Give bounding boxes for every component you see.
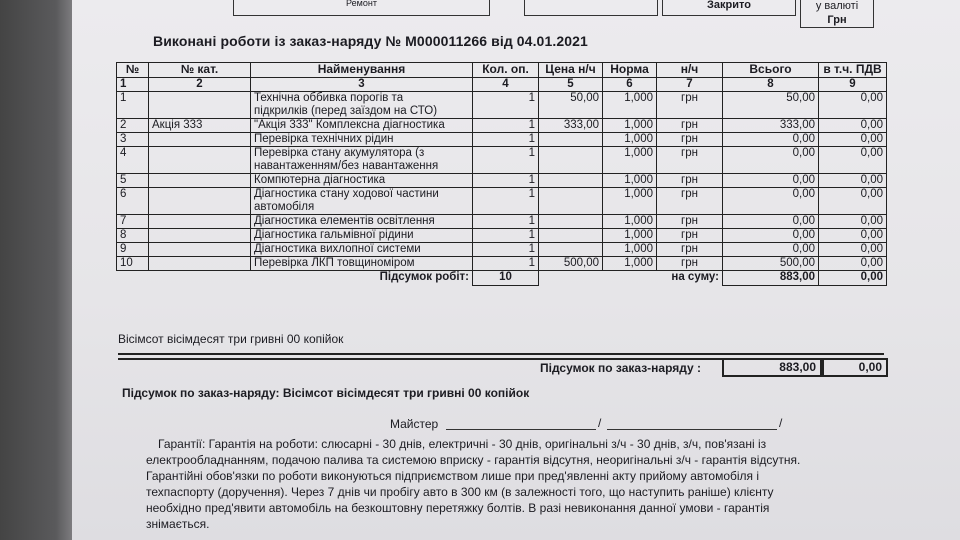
row-price: 50,00 <box>539 92 603 119</box>
row-vat: 0,00 <box>819 215 887 229</box>
row-quantity: 1 <box>473 147 539 174</box>
row-number: 8 <box>117 229 149 243</box>
guarantee-line: необхідно пред'явити автомобіль на безкоштовну перетяжку болтів. В разі невиконання данної умови - гарантія <box>146 501 770 515</box>
row-price <box>539 133 603 147</box>
row-total: 333,00 <box>723 119 819 133</box>
row-norm: 1,000 <box>603 133 657 147</box>
closed-box <box>662 0 796 16</box>
row-total: 0,00 <box>723 147 819 174</box>
header-cell: № кат. <box>149 63 251 78</box>
currency-value: Грн <box>827 14 847 26</box>
works-summary-row <box>117 271 887 286</box>
col-number: 7 <box>657 78 723 92</box>
table-body <box>117 92 887 271</box>
row-vat: 0,00 <box>819 147 887 174</box>
header-cell: Найменування <box>251 63 473 78</box>
row-number: 9 <box>117 243 149 257</box>
row-vat: 0,00 <box>819 174 887 188</box>
row-quantity: 1 <box>473 133 539 147</box>
row-unit: грн <box>657 119 723 133</box>
row-catalog <box>149 215 251 229</box>
sum-label: на суму: <box>671 271 719 283</box>
row-vat: 0,00 <box>819 243 887 257</box>
column-number-row <box>117 78 887 92</box>
row-number: 2 <box>117 119 149 133</box>
sum-total: 883,00 <box>723 271 819 286</box>
master-label: Майстер <box>390 417 439 431</box>
signature-slash: / <box>598 416 602 430</box>
row-total: 50,00 <box>723 92 819 119</box>
row-norm: 1,000 <box>603 188 657 215</box>
row-vat: 0,00 <box>819 119 887 133</box>
row-price <box>539 243 603 257</box>
works-count: 10 <box>473 271 539 286</box>
header-cell: № <box>117 63 149 78</box>
row-name <box>251 188 473 215</box>
row-number: 7 <box>117 215 149 229</box>
order-total-vat: 0,00 <box>822 358 888 377</box>
currency-label: у валюті <box>815 0 859 12</box>
row-unit: грн <box>657 92 723 119</box>
row-catalog <box>149 147 251 174</box>
row-name <box>251 133 473 147</box>
header-cell: Всього <box>723 63 819 78</box>
row-catalog <box>149 243 251 257</box>
row-catalog <box>149 92 251 119</box>
row-norm: 1,000 <box>603 174 657 188</box>
header-cell: Норма <box>603 63 657 78</box>
row-norm: 1,000 <box>603 257 657 271</box>
order-total-label: Підсумок по заказ-наряду : <box>540 361 702 375</box>
row-vat: 0,00 <box>819 133 887 147</box>
row-norm: 1,000 <box>603 119 657 133</box>
row-name-line: автомобіля <box>254 201 315 213</box>
row-unit: грн <box>657 147 723 174</box>
row-catalog <box>149 229 251 243</box>
row-name <box>251 174 473 188</box>
row-name <box>251 92 473 119</box>
guarantee-line: електрообладнанням, подачою палива та системою вприску - гарантія відсутня, неоригінальні з/ч - гарантія відсутня. <box>146 453 801 467</box>
row-price <box>539 229 603 243</box>
order-total-value: 883,00 <box>722 358 822 377</box>
row-total: 0,00 <box>723 133 819 147</box>
row-total: 0,00 <box>723 215 819 229</box>
repair-box <box>233 0 490 16</box>
col-number: 4 <box>473 78 539 92</box>
row-number: 3 <box>117 133 149 147</box>
header-cell: н/ч <box>657 63 723 78</box>
row-quantity: 1 <box>473 119 539 133</box>
row-number: 6 <box>117 188 149 215</box>
row-quantity: 1 <box>473 188 539 215</box>
row-price <box>539 215 603 229</box>
row-name-line: Діагностика вихлопної системи <box>254 243 421 255</box>
page-title: Виконані роботи із заказ-наряду № М000011266 від 04.01.2021 <box>153 33 588 49</box>
row-norm: 1,000 <box>603 92 657 119</box>
row-number: 4 <box>117 147 149 174</box>
row-total: 500,00 <box>723 257 819 271</box>
row-norm: 1,000 <box>603 215 657 229</box>
table-row <box>117 92 887 119</box>
table-row <box>117 174 887 188</box>
row-unit: грн <box>657 188 723 215</box>
row-name <box>251 147 473 174</box>
works-table <box>116 62 887 286</box>
row-catalog <box>149 188 251 215</box>
currency-box <box>800 0 874 28</box>
row-quantity: 1 <box>473 92 539 119</box>
row-price <box>539 188 603 215</box>
row-name <box>251 119 473 133</box>
row-number: 5 <box>117 174 149 188</box>
row-quantity: 1 <box>473 229 539 243</box>
table-row <box>117 257 887 271</box>
row-catalog <box>149 174 251 188</box>
header-cell: Цена н/ч <box>539 63 603 78</box>
row-name-line: Діагностика елементів освітлення <box>254 215 435 227</box>
row-vat: 0,00 <box>819 188 887 215</box>
empty-box <box>524 0 658 16</box>
guarantee-line: Гарантії: Гарантія на роботи: слюсарні - 30 днів, електричні - 30 днів, оригінальні з/ч - 30 днів, з/ч, пов'язані із <box>158 437 767 451</box>
table-row <box>117 133 887 147</box>
row-norm: 1,000 <box>603 147 657 174</box>
row-name-line: Діагностика гальмівної рідини <box>254 229 414 241</box>
row-name <box>251 243 473 257</box>
table-row <box>117 147 887 174</box>
row-number: 10 <box>117 257 149 271</box>
works-summary-label: Підсумок робіт: <box>379 271 469 283</box>
row-total: 0,00 <box>723 174 819 188</box>
row-price: 333,00 <box>539 119 603 133</box>
table-row <box>117 188 887 215</box>
table-row <box>117 243 887 257</box>
table-row <box>117 229 887 243</box>
row-price <box>539 174 603 188</box>
row-catalog <box>149 257 251 271</box>
row-price <box>539 147 603 174</box>
closed-label: Закрито <box>707 0 751 11</box>
guarantee-text <box>146 436 868 532</box>
signature-line <box>446 429 596 430</box>
col-number: 1 <box>117 78 149 92</box>
row-price: 500,00 <box>539 257 603 271</box>
repair-label: Ремонт <box>346 0 377 8</box>
order-total-in-words: Підсумок по заказ-наряду: Вісімсот вісімдесят три гривні 00 копійок <box>122 386 530 400</box>
row-catalog: Акція 333 <box>149 119 251 133</box>
row-quantity: 1 <box>473 215 539 229</box>
row-unit: грн <box>657 215 723 229</box>
col-number: 5 <box>539 78 603 92</box>
guarantee-line: техпаспорту (доручення). Через 7 днів чи пробігу авто в 300 км (в залежності того, що наступить раніше) клієнту <box>146 485 774 499</box>
row-unit: грн <box>657 133 723 147</box>
header-row <box>117 63 887 78</box>
amount-in-words: Вісімсот вісімдесят три гривні 00 копійок <box>118 332 344 346</box>
row-norm: 1,000 <box>603 243 657 257</box>
row-unit: грн <box>657 243 723 257</box>
row-name-line: підкрилків (перед заїздом на СТО) <box>254 105 438 117</box>
row-name-line: Діагностика стану ходової частини <box>254 188 439 200</box>
guarantee-line: знімається. <box>146 517 210 531</box>
table-row <box>117 119 887 133</box>
row-name-line: Технічна оббивка порогів та <box>254 92 404 104</box>
row-total: 0,00 <box>723 188 819 215</box>
row-name-line: Перевірка технічних рідин <box>254 133 394 145</box>
row-quantity: 1 <box>473 257 539 271</box>
name-line <box>607 429 777 430</box>
col-number: 8 <box>723 78 819 92</box>
col-number: 9 <box>819 78 887 92</box>
col-number: 3 <box>251 78 473 92</box>
row-total: 0,00 <box>723 243 819 257</box>
row-name <box>251 215 473 229</box>
header-cell: в т.ч. ПДВ <box>819 63 887 78</box>
row-unit: грн <box>657 229 723 243</box>
col-number: 6 <box>603 78 657 92</box>
row-name-line: навантаженням/без навантаження <box>254 160 439 172</box>
row-name <box>251 257 473 271</box>
row-unit: грн <box>657 174 723 188</box>
header-cell: Кол. оп. <box>473 63 539 78</box>
guarantee-line: Гарантійні обов'язки по роботи виконуються підприємством лише при пред'явленні акту прийому автомобіля і <box>146 469 760 483</box>
row-catalog <box>149 133 251 147</box>
row-norm: 1,000 <box>603 229 657 243</box>
row-name-line: Перевірка стану акумулятора (з <box>254 147 425 159</box>
row-total: 0,00 <box>723 229 819 243</box>
row-unit: грн <box>657 257 723 271</box>
row-vat: 0,00 <box>819 92 887 119</box>
background-edge <box>0 0 80 540</box>
row-name-line: Компютерна діагностика <box>254 174 386 186</box>
row-name-line: "Акція 333" Комплексна діагностика <box>254 119 445 131</box>
sum-vat: 0,00 <box>819 271 887 286</box>
signature-slash: / <box>779 416 783 430</box>
col-number: 2 <box>149 78 251 92</box>
row-quantity: 1 <box>473 174 539 188</box>
row-name <box>251 229 473 243</box>
row-vat: 0,00 <box>819 257 887 271</box>
row-name-line: Перевірка ЛКП товщиноміром <box>254 257 415 269</box>
table-row <box>117 215 887 229</box>
row-number: 1 <box>117 92 149 119</box>
row-vat: 0,00 <box>819 229 887 243</box>
row-quantity: 1 <box>473 243 539 257</box>
